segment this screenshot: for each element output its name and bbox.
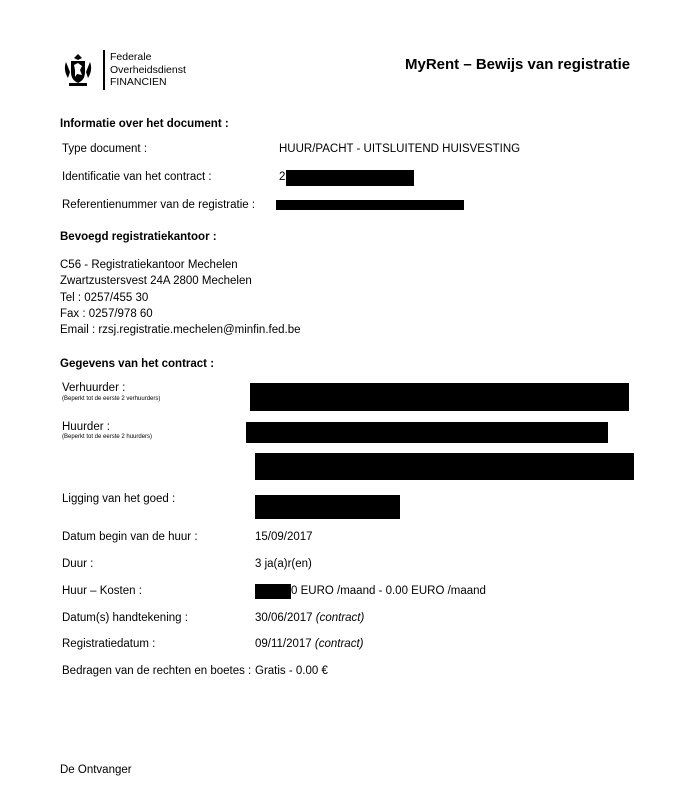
logo-divider xyxy=(103,50,105,90)
office-line-2: Zwartzustersvest 24A 2800 Mechelen xyxy=(60,275,252,287)
doc-type-label: Type document : xyxy=(62,143,148,155)
office-line-3: Tel : 0257/455 30 xyxy=(60,292,149,304)
tenant-redaction-1 xyxy=(246,422,608,443)
tenant-label: Huurder : xyxy=(62,421,110,433)
office-email: Email : rzsj.registratie.mechelen@minfin.fed.be xyxy=(60,324,301,336)
ref-number-label: Referentienummer van de registratie : xyxy=(62,199,256,211)
registration-date-value xyxy=(255,638,363,650)
office-heading: Bevoegd registratiekantoor : xyxy=(60,231,217,243)
location-redaction xyxy=(255,495,400,519)
contract-heading: Gegevens van het contract : xyxy=(60,358,215,370)
contract-id-label: Identificatie van het contract : xyxy=(62,171,212,183)
signature-date-label: Datum(s) handtekening : xyxy=(62,612,188,624)
signature-date: 30/06/2017 xyxy=(255,612,313,624)
belgian-coat-of-arms-icon xyxy=(60,52,96,88)
org-name-line-2: Overheidsdienst xyxy=(110,64,186,76)
org-name-line-3: FINANCIEN xyxy=(110,76,167,88)
landlord-label: Verhuurder : xyxy=(62,382,126,394)
office-line-1: C56 - Registratiekantoor Mechelen xyxy=(60,259,238,271)
signature-date-value xyxy=(255,612,364,624)
page-title: MyRent – Bewijs van registratie xyxy=(405,56,631,73)
rent-amount-redaction xyxy=(255,584,291,599)
tenant-note: (Beperkt tot de eerste 2 huurders) xyxy=(62,434,153,440)
contract-id-redaction xyxy=(286,170,414,186)
rent-label: Huur – Kosten : xyxy=(62,585,142,597)
contract-id-prefix: 2 xyxy=(279,171,286,183)
registration-date-label: Registratiedatum : xyxy=(62,638,156,650)
recipient-signature-label: De Ontvanger xyxy=(60,764,132,776)
duration-label: Duur : xyxy=(62,558,94,570)
doc-type-value: HUUR/PACHT - UITSLUITEND HUISVESTING xyxy=(279,143,521,155)
signature-date-note: (contract) xyxy=(315,612,365,624)
start-date-label: Datum begin van de huur : xyxy=(62,531,198,543)
tenant-redaction-2 xyxy=(255,453,634,480)
landlord-note: (Beperkt tot de eerste 2 verhuurders) xyxy=(62,396,161,402)
duration-value: 3 ja(a)r(en) xyxy=(255,558,312,570)
registration-date: 09/11/2017 xyxy=(255,638,312,650)
fees-value: Gratis - 0.00 € xyxy=(255,665,328,677)
org-name-line-1: Federale xyxy=(110,51,152,63)
ref-number-redaction xyxy=(276,200,464,210)
landlord-redaction xyxy=(250,383,629,411)
doc-info-heading: Informatie over het document : xyxy=(60,118,229,130)
fees-label: Bedragen van de rechten en boetes : xyxy=(62,665,252,677)
rent-value: 0 EURO /maand - 0.00 EURO /maand xyxy=(291,585,486,597)
start-date-value: 15/09/2017 xyxy=(255,531,313,543)
location-label: Ligging van het goed : xyxy=(62,493,176,505)
registration-date-note: (contract) xyxy=(314,638,364,650)
office-line-4: Fax : 0257/978 60 xyxy=(60,308,153,320)
